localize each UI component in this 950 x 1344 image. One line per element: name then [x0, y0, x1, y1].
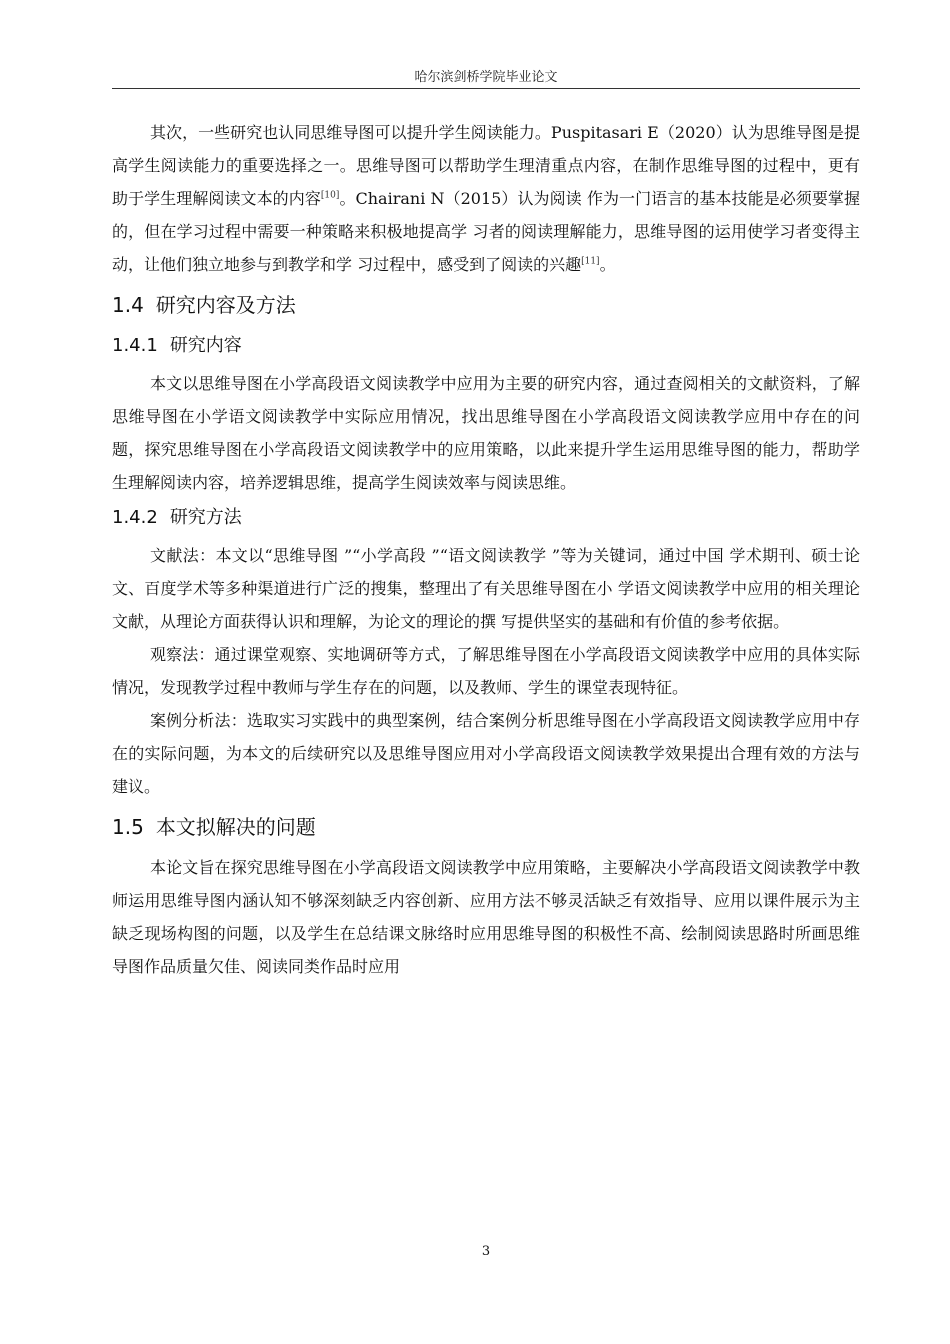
section-heading-1-4 [112, 287, 860, 323]
intro-paragraph [112, 116, 860, 281]
intro-text-1: 其次，一些研究也认同思维导图可以提升学生阅读能力。Puspitasari E（2020）认为思维导图是提高学生阅读能力的重要选择之一。思维导图可以帮助学生理清重点内容，在制作思维导图的过程中，更有助于学生理解阅读文本的内容 [112, 123, 860, 208]
section-title: 研究内容及方法 [155, 293, 296, 317]
subsection-title: 研究内容 [169, 335, 242, 356]
observation-method-paragraph: 观察法：通过课堂观察、实地调研等方式，了解思维导图在小学高段语文阅读教学中应用的具体实际情况，发现教学过程中教师与学生存在的问题，以及教师、学生的课堂表现特征。 [112, 645, 860, 697]
header-rule [112, 88, 860, 89]
section-title: 本文拟解决的问题 [155, 815, 316, 839]
running-header: 哈尔滨剑桥学院毕业论文 [414, 70, 558, 85]
page-body [112, 116, 860, 983]
citation-10[interactable]: [10] [320, 190, 340, 201]
section-number: 1.5 [112, 815, 144, 839]
page-number: 3 [481, 1244, 491, 1259]
intro-text-2: 。Chairani N（2015）认为阅读 作为一门语言的基本技能是必须要掌握的，但在学习过程中需要一种策略来积极地提高学 习者的阅读理解能力，思维导图的运用使学习者变得主动，让他们独立地参与到教学和学 习过程中，感受到了阅读的兴趣 [112, 189, 860, 274]
subsection-heading-1-4-2 [112, 501, 860, 535]
intro-text-3: 。 [599, 255, 616, 274]
section-heading-1-5 [112, 809, 860, 845]
problems-paragraph: 本论文旨在探究思维导图在小学高段语文阅读教学中应用策略，主要解决小学高段语文阅读教学中教师运用思维导图内涵认知不够深刻缺乏内容创新、应用方法不够灵活缺乏有效指导、应用以课件展示为主缺乏现场构图的问题，以及学生在总结课文脉络时应用思维导图的积极性不高、绘制阅读思路时所画思维导图作品质量欠佳、阅读同类作品时应用 [112, 858, 860, 976]
subsection-number: 1.4.2 [112, 507, 158, 528]
research-content-paragraph: 本文以思维导图在小学高段语文阅读教学中应用为主要的研究内容，通过查阅相关的文献资料，了解思维导图在小学语文阅读教学中实际应用情况，找出思维导图在小学高段语文阅读教学应用中存在的问题，探究思维导图在小学高段语文阅读教学中的应用策略，以此来提升学生运用思维导图的能力，帮助学生理解阅读内容，培养逻辑思维，提高学生阅读效率与阅读思维。 [112, 374, 860, 492]
literature-method-paragraph: 文献法：本文以“思维导图 ”“小学高段 ”“语文阅读教学 ”等为关键词，通过中国 学术期刊、硕士论文、百度学术等多种渠道进行广泛的搜集，整理出了有关思维导图在小 学语文阅读教学中应用的相关理论文献，从理论方面获得认识和理解，为论文的理论的撰 写提供坚实的基础和有价值的参考依据。 [112, 546, 860, 631]
case-analysis-paragraph: 案例分析法：选取实习实践中的典型案例，结合案例分析思维导图在小学高段语文阅读教学应用中存在的实际问题，为本文的后续研究以及思维导图应用对小学高段语文阅读教学效果提出合理有效的方法与建议。 [112, 711, 860, 796]
subsection-title: 研究方法 [169, 507, 242, 528]
section-number: 1.4 [112, 293, 144, 317]
subsection-number: 1.4.1 [112, 335, 158, 356]
subsection-heading-1-4-1 [112, 329, 860, 363]
citation-11[interactable]: [11] [581, 256, 600, 267]
